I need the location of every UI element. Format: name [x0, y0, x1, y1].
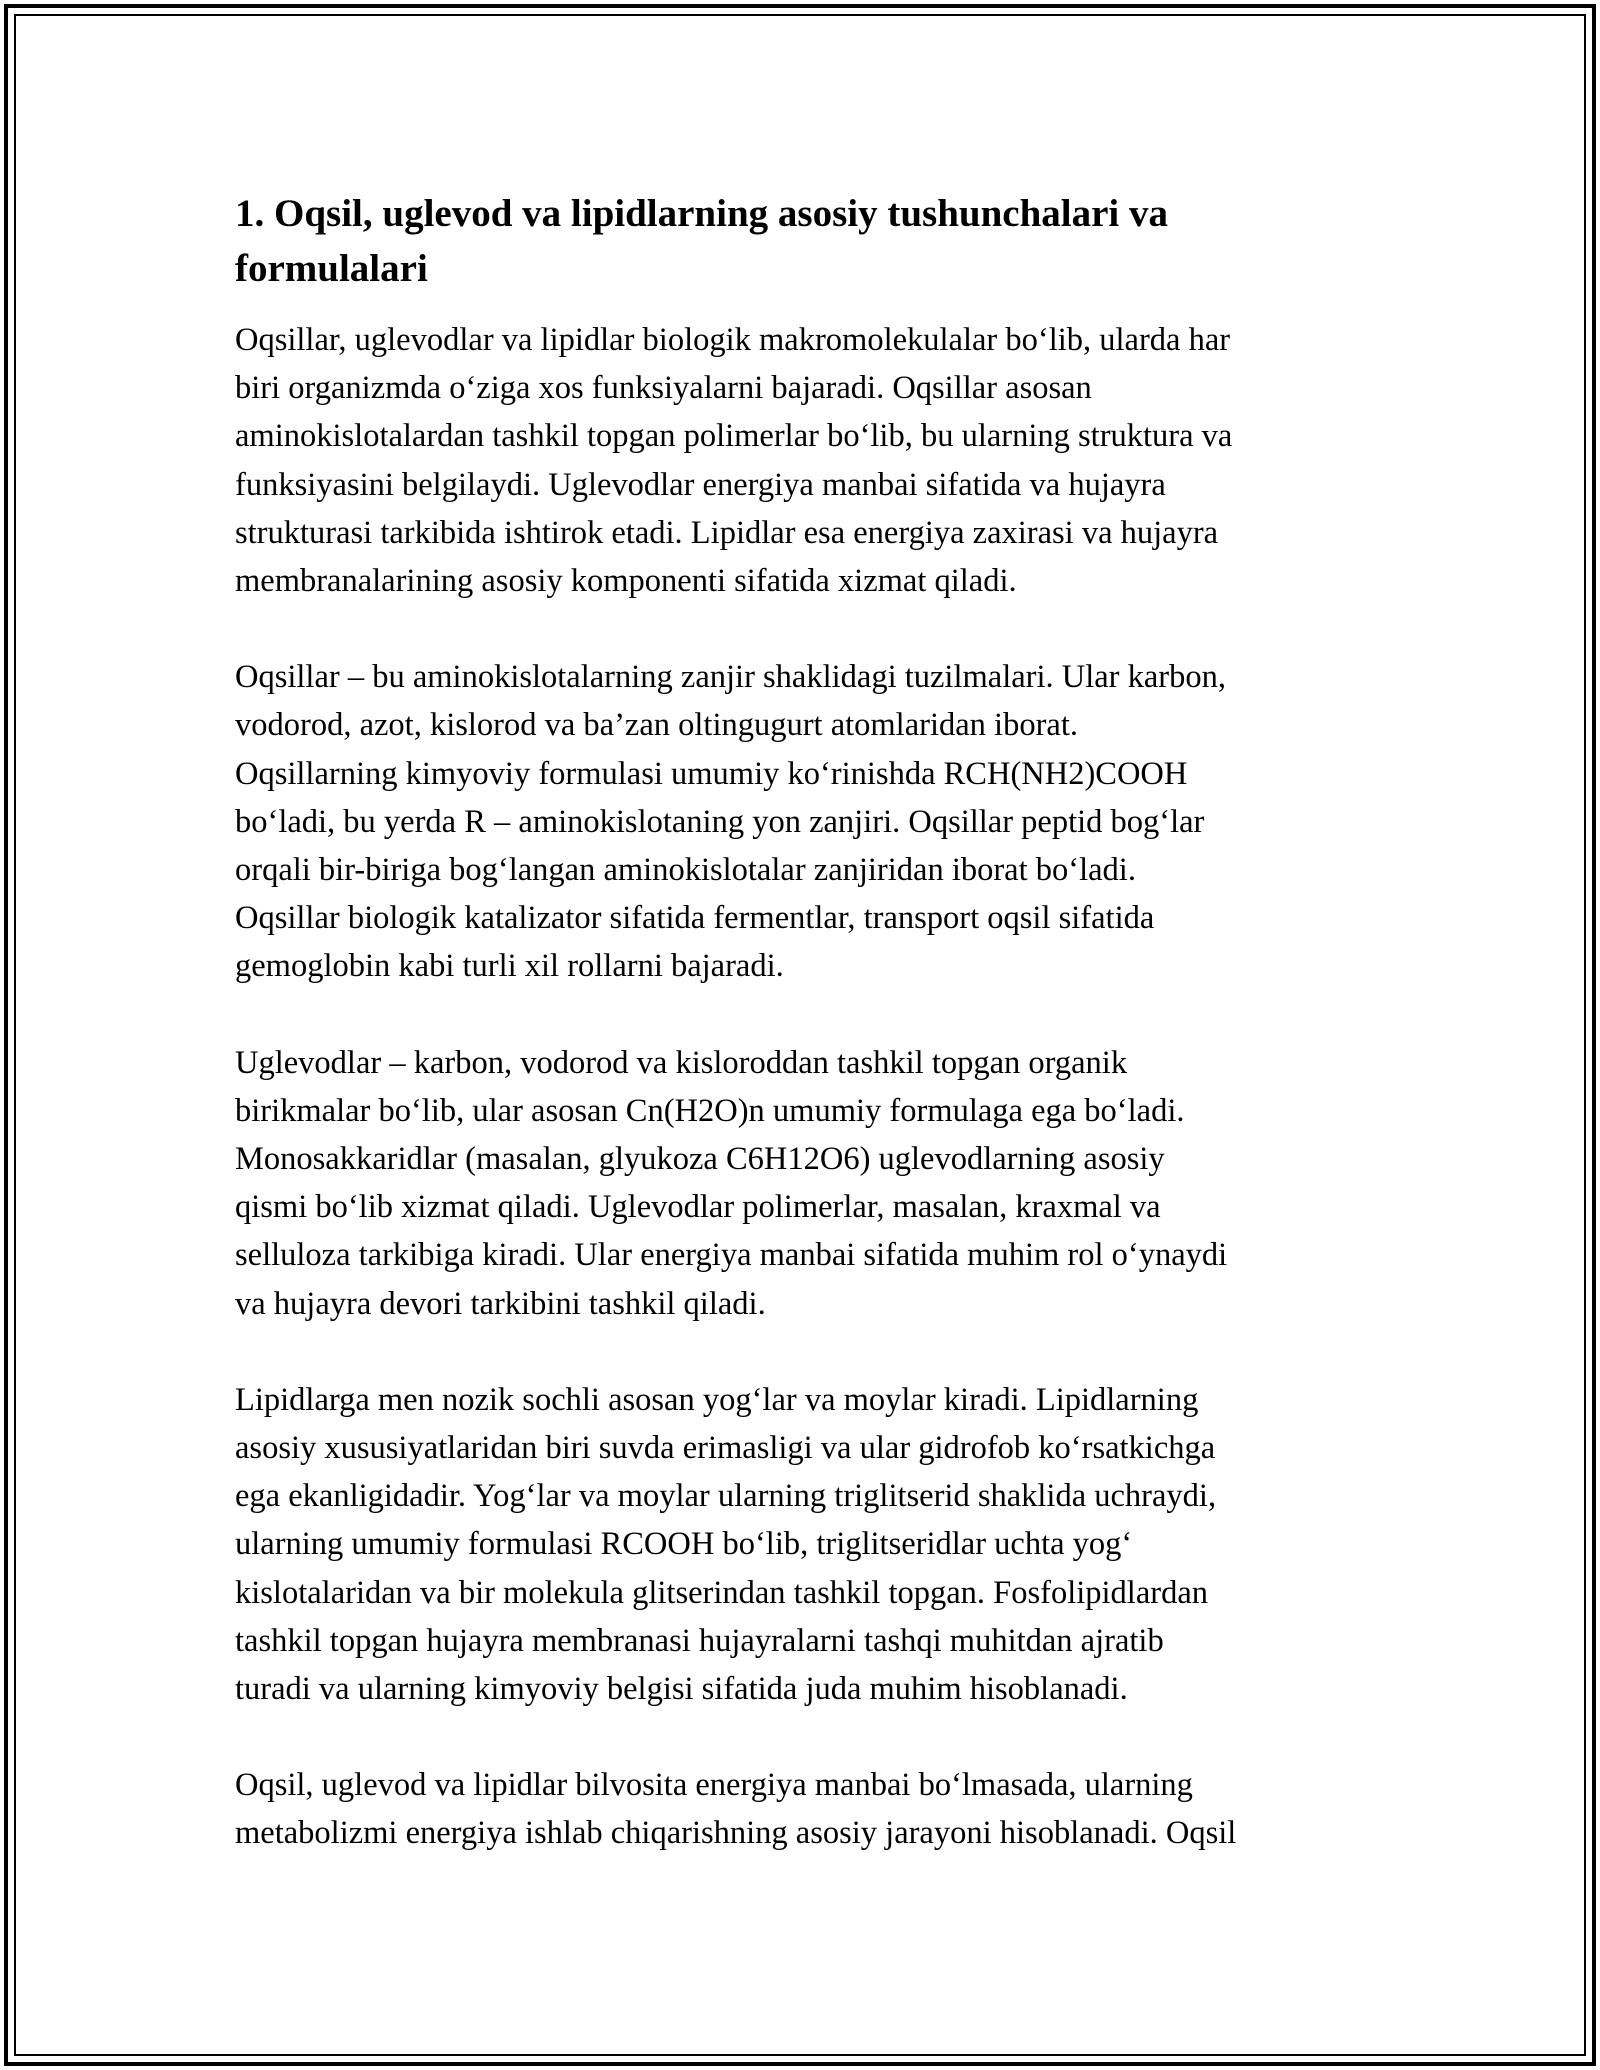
text-line: ularning umumiy formulasi RCOOH bo‘lib, triglitseridlar uchta yog‘ — [235, 1526, 1133, 1563]
text-line: Oqsillar – bu aminokislotalarning zanjir shaklidagi tuzilmalari. Ular karbon, — [235, 659, 1226, 696]
text-line: selluloza tarkibiga kiradi. Ular energiya manbai sifatida muhim rol o‘ynaydi — [235, 1237, 1228, 1274]
document-body — [235, 186, 1375, 1906]
text-line: Monosakkaridlar (masalan, glyukoza C6H12O6) uglevodlarning asosiy — [235, 1141, 1165, 1178]
text-line: birikmalar bo‘lib, ular asosan Cn(H2O)n umumiy formulaga ega bo‘ladi. — [235, 1092, 1185, 1129]
text-line: vodorod, azot, kislorod va ba’zan oltingugurt atomlaridan iborat. — [235, 707, 1078, 744]
paragraph-proteins — [235, 653, 1375, 990]
text-line: Lipidlarga men nozik sochli asosan yog‘lar va moylar kiradi. Lipidlarning — [235, 1381, 1199, 1418]
text-line: membranalarining asosiy komponenti sifatida xizmat qiladi. — [235, 563, 1017, 600]
paragraph-lipids — [235, 1376, 1375, 1713]
text-line: va hujayra devori tarkibini tashkil qiladi. — [235, 1285, 766, 1322]
text-line: asosiy xususiyatlaridan biri suvda erimasligi va ular gidrofob ko‘rsatkichga — [235, 1430, 1216, 1467]
text-line: orqali bir-biriga bog‘langan aminokislotalar zanjiridan iborat bo‘ladi. — [235, 852, 1136, 889]
text-line: funksiyasini belgilaydi. Uglevodlar energiya manbai sifatida va hujayra — [235, 466, 1166, 503]
text-line: Oqsillar biologik katalizator sifatida fermentlar, transport oqsil sifatida — [235, 900, 1155, 937]
text-line: turadi va ularning kimyoviy belgisi sifatida juda muhim hisoblanadi. — [235, 1671, 1128, 1708]
paragraph-metabolism — [235, 1761, 1375, 1857]
text-line: gemoglobin kabi turli xil rollarni bajaradi. — [235, 948, 784, 985]
text-line: Oqsillar, uglevodlar va lipidlar biologik makromolekulalar bo‘lib, ularda har — [235, 322, 1231, 358]
text-line: bo‘ladi, bu yerda R – aminokislotaning yon zanjiri. Oqsillar peptid bog‘lar — [235, 803, 1205, 840]
text-line: aminokislotalardan tashkil topgan polimerlar bo‘lib, bu ularning struktura va — [235, 418, 1233, 455]
paragraph-carbohydrates — [235, 1039, 1375, 1328]
text-line: kislotalaridan va bir molekula glitserindan tashkil topgan. Fosfolipidlardan — [235, 1574, 1209, 1611]
heading-line: formulalari — [235, 247, 428, 290]
text-line: biri organizmda o‘ziga xos funksiyalarni bajaradi. Oqsillar asosan — [235, 370, 1092, 407]
text-line: Uglevodlar – karbon, vodorod va kisloroddan tashkil topgan organik — [235, 1044, 1128, 1081]
heading-line: 1. Oqsil, uglevod va lipidlarning asosiy tushunchalari va — [235, 192, 1168, 235]
text-line: strukturasi tarkibida ishtirok etadi. Lipidlar esa energiya zaxirasi va hujayra — [235, 514, 1219, 551]
text-line: Oqsil, uglevod va lipidlar bilvosita energiya manbai bo‘lmasada, ularning — [235, 1767, 1193, 1804]
text-line: qismi bo‘lib xizmat qiladi. Uglevodlar polimerlar, masalan, kraxmal va — [235, 1189, 1161, 1226]
section-heading — [235, 186, 1375, 296]
text-line: tashkil topgan hujayra membranasi hujayralarni tashqi muhitdan ajratib — [235, 1622, 1164, 1659]
text-line: ega ekanligidadir. Yog‘lar va moylar ularning triglitserid shaklida uchraydi, — [235, 1478, 1217, 1515]
text-line: metabolizmi energiya ishlab chiqarishning asosiy jarayoni hisoblanadi. Oqsil — [235, 1815, 1237, 1852]
paragraph-intro — [235, 316, 1375, 605]
text-line: Oqsillarning kimyoviy formulasi umumiy ko‘rinishda RCH(NH2)COOH — [235, 755, 1188, 792]
